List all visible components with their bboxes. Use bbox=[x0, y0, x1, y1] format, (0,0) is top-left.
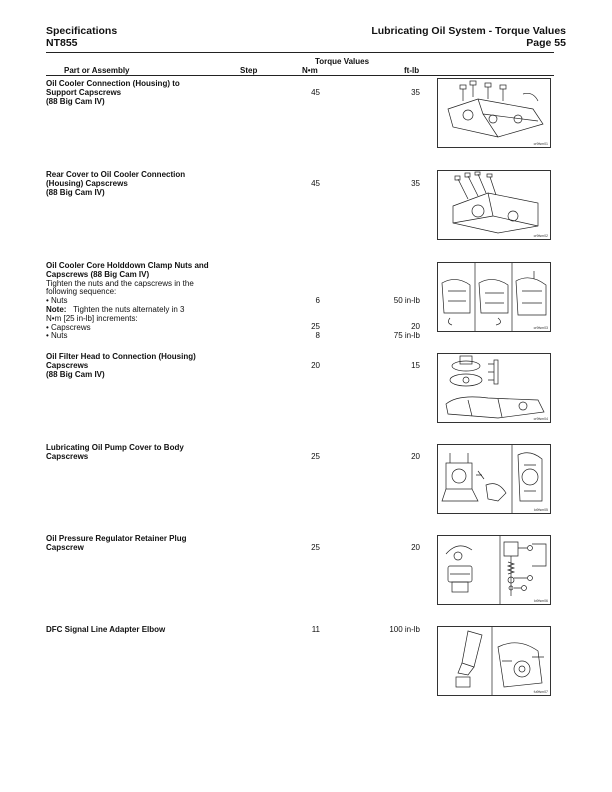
part-name: Lubricating Oil Pump Cover to Body bbox=[46, 443, 184, 452]
figure-id: lo9fsm06 bbox=[533, 599, 548, 603]
torque-nm: 8 bbox=[315, 331, 320, 340]
instruction-text: following sequence: bbox=[46, 287, 117, 297]
note-text: N•m [25 in-lb] increments: bbox=[46, 313, 138, 323]
figure-id: cr9fsm02 bbox=[533, 234, 548, 238]
part-name: Support Capscrews bbox=[46, 87, 122, 97]
part-name: Capscrews bbox=[46, 451, 89, 461]
torque-nm: 6 bbox=[315, 296, 320, 305]
doc-section-title: Specifications bbox=[46, 25, 118, 37]
part-name: Oil Cooler Core Holddown Clamp Nuts and bbox=[46, 261, 209, 270]
sequence-step: • Capscrews bbox=[46, 322, 91, 332]
oil-pump-cover-illustration bbox=[438, 445, 550, 513]
instruction-text: Tighten the nuts and the capscrews in the bbox=[46, 278, 194, 288]
figure-oil-cooler-connection bbox=[437, 78, 551, 148]
rear-cover-illustration bbox=[438, 171, 550, 239]
oil-cooler-housing-illustration bbox=[438, 79, 550, 147]
table-row bbox=[46, 80, 236, 106]
col-nm-heading: N•m bbox=[302, 66, 318, 75]
figure-pressure-regulator bbox=[437, 535, 551, 605]
col-ftlb-heading: ft-lb bbox=[404, 66, 420, 75]
table-header-rule bbox=[46, 75, 554, 76]
doc-chapter-title: Lubricating Oil System - Torque Values bbox=[371, 25, 566, 37]
torque-values-heading: Torque Values bbox=[314, 57, 370, 66]
page-number: Page 55 bbox=[526, 36, 566, 49]
table-row bbox=[46, 444, 236, 462]
sequence-step: • Nuts bbox=[46, 331, 68, 341]
sequence-step: • Nuts bbox=[46, 296, 68, 306]
holddown-clamp-sequence-illustration bbox=[438, 263, 550, 331]
figure-oil-filter-head bbox=[437, 353, 551, 423]
figure-dfc-adapter bbox=[437, 626, 551, 696]
table-row bbox=[46, 262, 236, 341]
doc-header-right bbox=[371, 26, 566, 49]
pressure-regulator-illustration bbox=[438, 536, 550, 604]
torque-nm: 25 bbox=[311, 452, 320, 461]
figure-id: cr9fsm04 bbox=[533, 417, 548, 421]
figure-rear-cover bbox=[437, 170, 551, 240]
torque-ftlb: 15 bbox=[411, 361, 420, 370]
torque-nm: 45 bbox=[311, 179, 320, 188]
part-name: Oil Cooler Connection (Housing) to bbox=[46, 79, 180, 88]
oil-filter-head-illustration bbox=[438, 354, 550, 422]
torque-nm: 11 bbox=[311, 625, 320, 634]
header-rule bbox=[46, 52, 554, 53]
part-name: Capscrews bbox=[46, 360, 89, 370]
dfc-adapter-elbow-illustration bbox=[438, 627, 550, 695]
part-name: Oil Pressure Regulator Retainer Plug bbox=[46, 534, 187, 543]
torque-nm: 25 bbox=[311, 543, 320, 552]
part-name: (Housing) Capscrews bbox=[46, 178, 128, 188]
figure-id: fu9fsm07 bbox=[533, 690, 548, 694]
torque-nm: 25 bbox=[311, 322, 320, 331]
part-name: Capscrews (88 Big Cam IV) bbox=[46, 269, 150, 279]
torque-nm: 45 bbox=[311, 88, 320, 97]
note-text: Tighten the nuts alternately in 3 bbox=[73, 304, 185, 314]
table-row bbox=[46, 626, 236, 635]
torque-ftlb: 35 bbox=[411, 179, 420, 188]
figure-id: cr9fsm01 bbox=[533, 142, 548, 146]
figure-oil-pump-cover bbox=[437, 444, 551, 514]
figure-id: cr9fsm03 bbox=[533, 326, 548, 330]
torque-ftlb: 75 in-lb bbox=[393, 331, 420, 340]
torque-ftlb: 20 bbox=[411, 452, 420, 461]
col-step-heading: Step bbox=[240, 66, 258, 75]
doc-header-left bbox=[46, 26, 117, 49]
part-name: Rear Cover to Oil Cooler Connection bbox=[46, 170, 186, 179]
note-label: Note: bbox=[46, 304, 67, 314]
part-name: DFC Signal Line Adapter Elbow bbox=[46, 625, 166, 634]
part-name: Oil Filter Head to Connection (Housing) bbox=[46, 352, 196, 361]
torque-ftlb: 20 bbox=[411, 543, 420, 552]
torque-ftlb: 35 bbox=[411, 88, 420, 97]
part-name: (88 Big Cam IV) bbox=[46, 187, 105, 197]
torque-ftlb: 20 bbox=[411, 322, 420, 331]
table-row bbox=[46, 171, 236, 197]
torque-ftlb: 100 in-lb bbox=[389, 625, 420, 634]
torque-nm: 20 bbox=[311, 361, 320, 370]
table-row bbox=[46, 535, 236, 553]
table-row bbox=[46, 353, 236, 379]
figure-id: lo9fsm05 bbox=[533, 508, 548, 512]
part-name: (88 Big Cam IV) bbox=[46, 369, 105, 379]
figure-holddown-clamp bbox=[437, 262, 551, 332]
part-name: (88 Big Cam IV) bbox=[46, 96, 105, 106]
col-part-heading: Part or Assembly bbox=[64, 66, 130, 75]
torque-ftlb: 50 in-lb bbox=[393, 296, 420, 305]
part-name: Capscrew bbox=[46, 542, 84, 552]
doc-engine-model: NT855 bbox=[46, 36, 78, 49]
